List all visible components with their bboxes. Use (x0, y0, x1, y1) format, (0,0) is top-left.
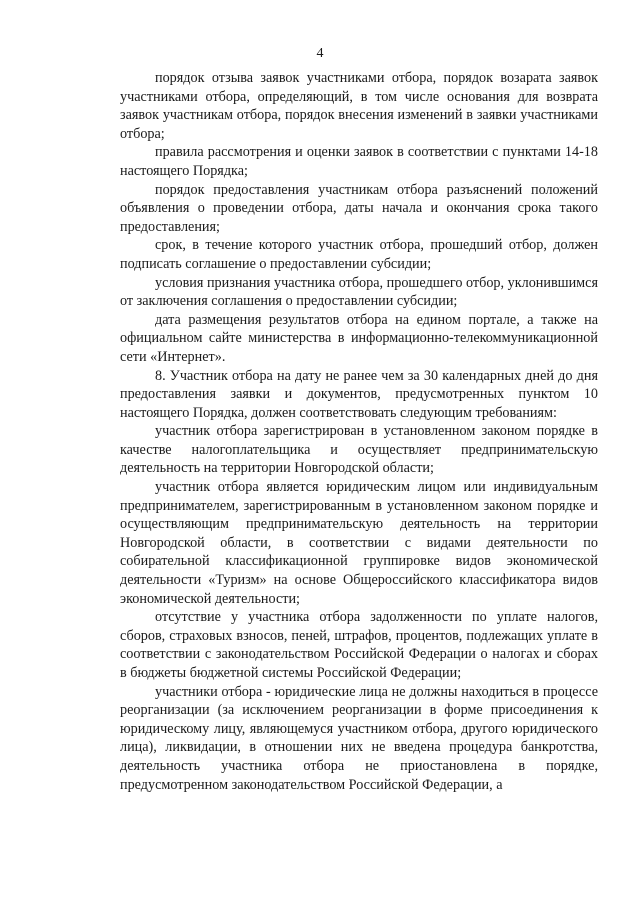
document-body (120, 69, 598, 794)
paragraph: условия признания участника отбора, прошедшего отбор, уклонившимся от заключения соглашения о предоставлении субсидии; (120, 274, 598, 310)
paragraph: 8. Участник отбора на дату не ранее чем за 30 календарных дней до дня предоставления заявки и документов, предусмотренных пунктом 10 настоящего Порядка, должен соответствовать следующим требованиям: (120, 367, 598, 421)
paragraph: участник отбора является юридическим лицом или индивидуальным предпринимателем, зарегистрированным в установленном законом порядке и осуществляющим предпринимательскую деятельность на территории Новгородской области, в соответствии с видами деятельности по собирательной классификационной группировке видов экономической деятельности «Туризм» на основе Общероссийского классификатора видов экономической деятельности; (120, 479, 598, 607)
paragraph: участники отбора - юридические лица не должны находиться в процессе реорганизации (за исключением реорганизации в форме присоединения к юридическому лицу, являющемуся участником отбора, другого юридического лица), ликвидации, в отношении них не введена процедура банкротства, деятельность участника отбора не приостановлена в порядке, предусмотренном законодательством Российской Федерации, а (120, 683, 598, 793)
page-number: 4 (316, 46, 324, 61)
paragraph: порядок отзыва заявок участниками отбора, порядок возарата заявок участниками отбора, определяющий, в том числе основания для возврата заявок участникам отбора, порядок внесения изменений в заявки участниками отбора; (120, 70, 598, 142)
paragraph: дата размещения результатов отбора на едином портале, а также на официальном сайте министерства в информационно-телекоммуникационной сети «Интернет». (120, 311, 598, 365)
paragraph: участник отбора зарегистрирован в установленном законом порядке в качестве налогоплательщика и осуществляет предпринимательскую деятельность на территории Новгородской области; (120, 423, 598, 477)
paragraph: отсутствие у участника отбора задолженности по уплате налогов, сборов, страховых взносов, пеней, штрафов, процентов, подлежащих уплате в соответствии с законодательством Российской Федерации о налогах и сборах в бюджеты бюджетной системы Российской Федерации; (120, 609, 598, 681)
paragraph: правила рассмотрения и оценки заявок в соответствии с пунктами 14-18 настоящего Порядка; (120, 144, 598, 179)
paragraph: порядок предоставления участникам отбора разъяснений положений объявления о проведении отбора, даты начала и окончания срока такого предоставления; (120, 181, 598, 235)
paragraph: срок, в течение которого участник отбора, прошедший отбор, должен подписать соглашение о предоставлении субсидии; (120, 237, 598, 272)
